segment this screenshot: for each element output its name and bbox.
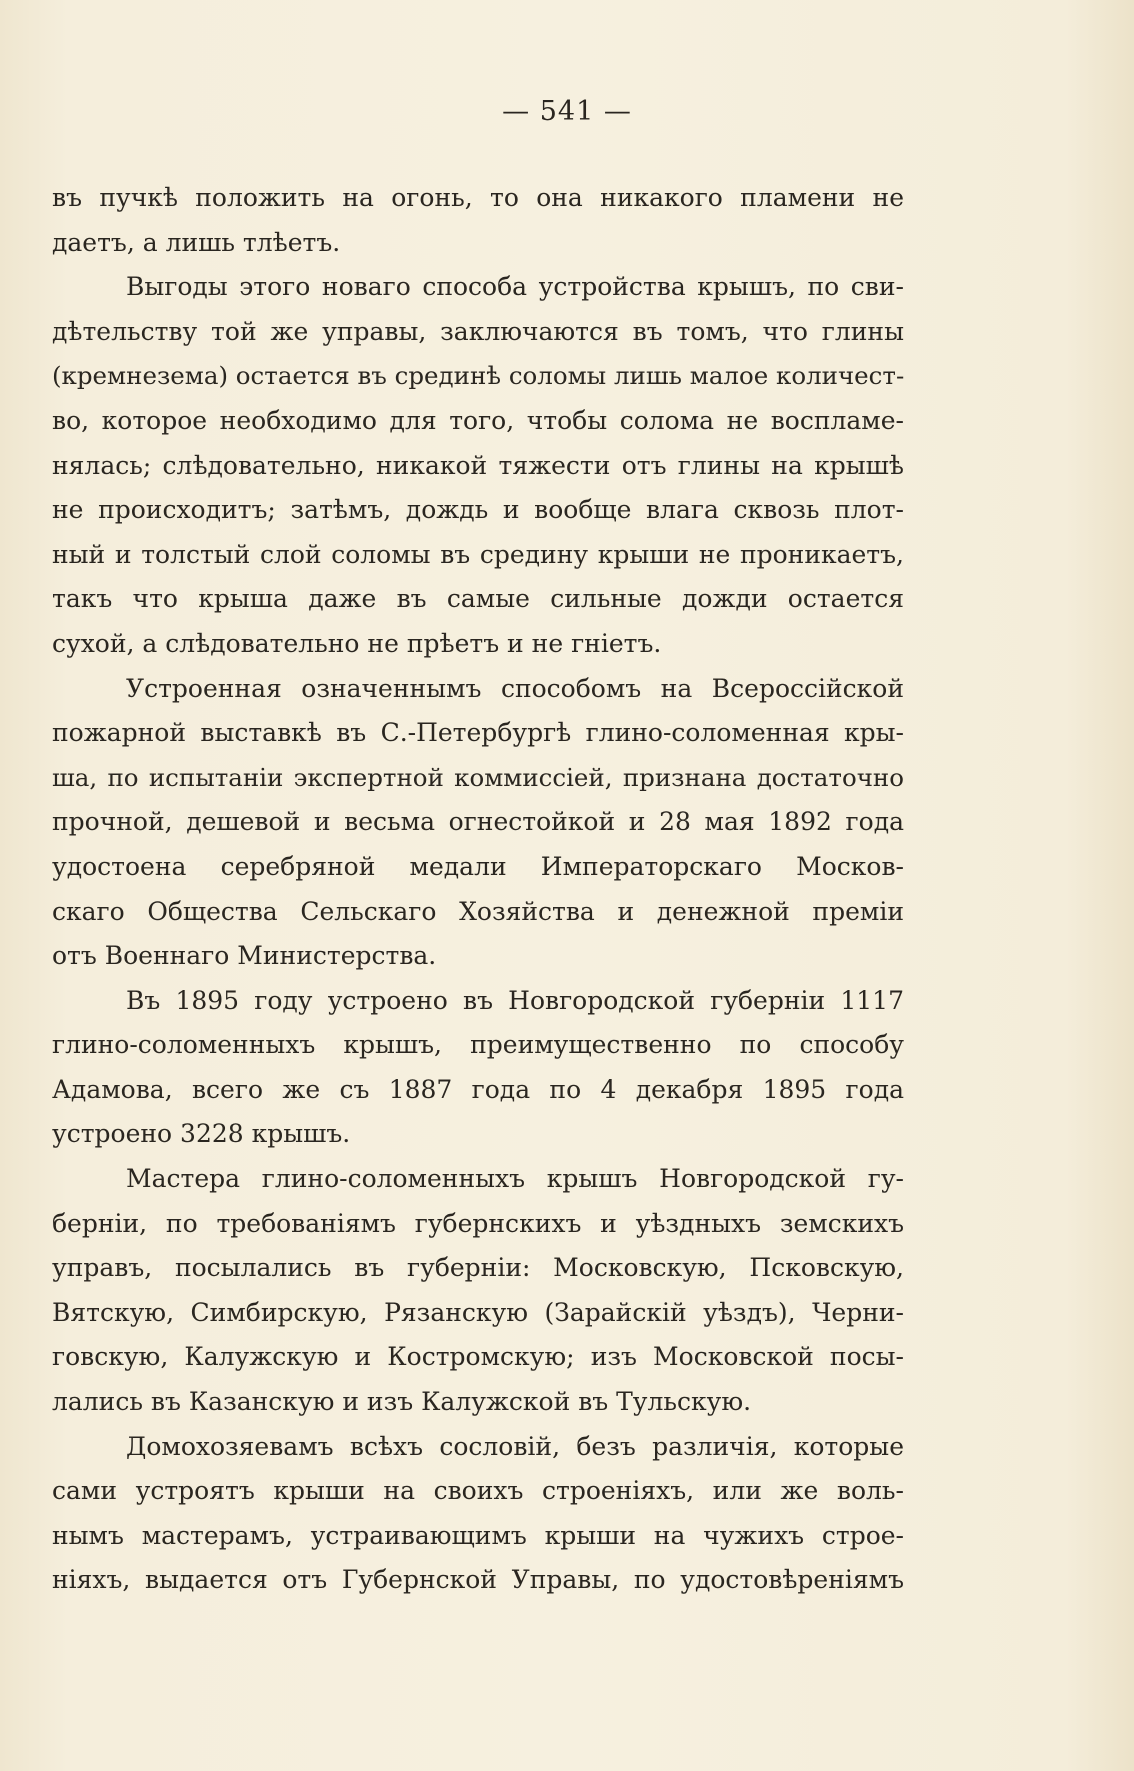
text-line: Выгоды этого новаго способа устройства крышъ, по сви-: [126, 272, 904, 302]
text-line: управъ, посылались въ губерніи: Московскую, Псковскую,: [52, 1253, 904, 1283]
text-line: Домохозяевамъ всѣхъ сословій, безъ различія, которые: [126, 1431, 904, 1461]
text-line: даетъ, а лишь тлѣетъ.: [52, 227, 341, 257]
text-line: сухой, а слѣдовательно не прѣетъ и не гніетъ.: [52, 628, 662, 658]
text-line: въ пучкѣ положить на огонь, то она никакого пламени не: [52, 183, 904, 212]
page-number: — 541 —: [502, 96, 632, 127]
text-body: [52, 176, 904, 1603]
text-line: такъ что крыша даже въ самые сильные дожди остается: [52, 584, 904, 614]
text-line: лались въ Казанскую и изъ Калужской въ Тульскую.: [52, 1387, 752, 1417]
text-line: удостоена серебряной медали Императорскаго Москов-: [52, 851, 904, 881]
text-line: ніяхъ, выдается отъ Губернской Управы, по удостовѣреніямъ: [52, 1565, 904, 1595]
text-line: Адамова, всего же съ 1887 года по 4 декабря 1895 года: [52, 1074, 904, 1104]
text-line: отъ Военнаго Министерства.: [52, 941, 437, 971]
text-line: прочной, дешевой и весьма огнестойкой и 28 мая 1892 года: [52, 807, 904, 837]
text-line: Въ 1895 году устроено въ Новгородской губерніи 1117: [126, 985, 904, 1015]
text-line: скаго Общества Сельскаго Хозяйства и денежной преміи: [52, 896, 904, 926]
text-line: сами устроятъ крыши на своихъ строеніяхъ, или же воль-: [52, 1476, 904, 1506]
text-line: ный и толстый слой соломы въ средину крыши не проникаетъ,: [52, 539, 904, 569]
text-line: нялась; слѣдовательно, никакой тяжести отъ глины на крышѣ: [52, 450, 904, 480]
text-line: пожарной выставкѣ въ С.-Петербургѣ глино-соломенная кры-: [52, 718, 904, 748]
text-line: нымъ мастерамъ, устраивающимъ крыши на чужихъ строе-: [52, 1520, 904, 1550]
text-line: устроено 3228 крышъ.: [52, 1119, 351, 1149]
text-line: дѣтельству той же управы, заключаются въ томъ, что глины: [52, 316, 904, 346]
text-line: берніи, по требованіямъ губернскихъ и уѣздныхъ земскихъ: [52, 1208, 904, 1238]
text-line: говскую, Калужскую и Костромскую; изъ Московской посы-: [52, 1342, 904, 1372]
text-line: Устроенная означеннымъ способомъ на Всероссійской: [126, 673, 904, 703]
text-line: ша, по испытаніи экспертной коммиссіей, признана достаточно: [52, 762, 904, 792]
text-line: во, которое необходимо для того, чтобы солома не воспламе-: [52, 405, 904, 435]
text-line: глино-соломенныхъ крышъ, преимущественно по способу: [52, 1030, 904, 1060]
text-line: (кремнезема) остается въ срединѣ соломы лишь малое количест-: [52, 361, 904, 391]
text-line: Вятскую, Симбирскую, Рязанскую (Зарайскій уѣздъ), Черни-: [52, 1297, 904, 1327]
text-line: Мастера глино-соломенныхъ крышъ Новгородской гу-: [126, 1164, 904, 1194]
text-line: не происходитъ; затѣмъ, дождь и вообще влага сквозь плот-: [52, 495, 904, 525]
